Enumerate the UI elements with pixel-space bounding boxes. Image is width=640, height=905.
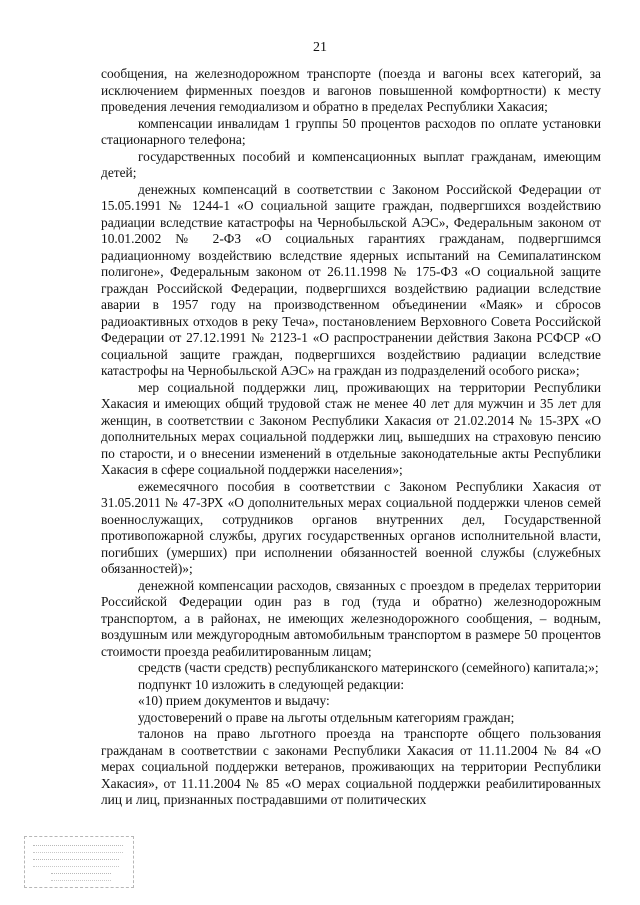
paragraph: денежных компенсаций в соответствии с Законом Российской Федерации от 15.05.1991 № 1244-1 «О социальной защите граждан, подвергшихся воздействию радиации вследствие катастрофы на Чернобыльской АЭС», Федеральным законом от 10.01.2002 № 2-ФЗ «О социальных гарантиях гражданам, подвергшимся радиационному воздействию вследствие ядерных испытаний на Семипалатинском полигоне», Федеральным законом от 26.11.1998 № 175-ФЗ «О социальной защите граждан Российской Федерации, подвергшихся воздействию радиации вследствие аварии в 1957 году на производственном объединении «Маяк» и сбросов радиоактивных отходов в реку Теча», постановлением Верховного Совета Российской Федерации от 27.12.1991 № 2123-1 «О распространении действия Закона РСФСР «О социальной защите граждан, подвергшихся воздействию радиации вследствие катастрофы на Чернобыльской АЭС» на граждан из подразделений особого риска»; — [101, 181, 601, 378]
faded-stamp — [24, 836, 134, 888]
page-number: 21 — [313, 40, 327, 55]
paragraph: государственных пособий и компенсационных выплат гражданам, имеющим детей; — [101, 148, 601, 180]
paragraph: удостоверений о праве на льготы отдельным категориям граждан; — [138, 709, 515, 725]
paragraph: компенсации инвалидам 1 группы 50 процентов расходов по оплате установки стационарного телефона; — [101, 115, 601, 147]
paragraph: сообщения, на железнодорожном транспорте (поезда и вагоны всех категорий, за исключением фирменных поездов и вагонов повышенной комфортности) к месту проведения лечения гемодиализом и обратно в пределах Республики Хакасия; — [101, 66, 601, 114]
paragraph: денежной компенсации расходов, связанных с проездом в пределах территории Российской Федерации один раз в год (туда и обратно) железнодорожным транспортом, а в районах, не имеющих железнодорожного сообщения, – водным, воздушным или междугородным автомобильным транспортом в размере 50 процентов стоимости проезда реабилитированным лицам; — [101, 577, 601, 659]
paragraph: «10) прием документов и выдачу: — [138, 693, 330, 708]
document-body — [101, 66, 601, 809]
paragraph: ежемесячного пособия в соответствии с Законом Республики Хакасия от 31.05.2011 № 47-ЗРХ «О дополнительных мерах социальной поддержки членов семей военнослужащих, сотрудников органов внутренних дел, Государственной противопожарной службы, других государственных органов исполнительной власти, погибших (умерших) при исполнении обязанностей военной службы (служебных обязанностей)»; — [101, 478, 601, 576]
paragraph: мер социальной поддержки лиц, проживающих на территории Республики Хакасия и имеющих общий трудовой стаж не менее 40 лет для мужчин и 35 лет для женщин, в соответствии с Законом Республики Хакасия от 21.02.2014 № 15-ЗРХ «О дополнительных мерах социальной поддержки лиц, вышедших на страховую пенсию по старости, и о внесении изменений в отдельные законодательные акты Республики Хакасия в сфере социальной поддержки населения»; — [101, 379, 601, 477]
paragraph: подпункт 10 изложить в следующей редакции: — [138, 676, 405, 692]
paragraph: талонов на право льготного проезда на транспорте общего пользования гражданам в соответствии с законами Республики Хакасия от 11.11.2004 № 84 «О мерах социальной поддержки ветеранов, проживающих на территории Республики Хакасия», от 11.11.2004 № 85 «О мерах социальной поддержки реабилитированных лиц и лиц, признанных пострадавшими от политических — [101, 726, 601, 807]
paragraph: средств (части средств) республиканского материнского (семейного) капитала;»; — [138, 660, 599, 675]
